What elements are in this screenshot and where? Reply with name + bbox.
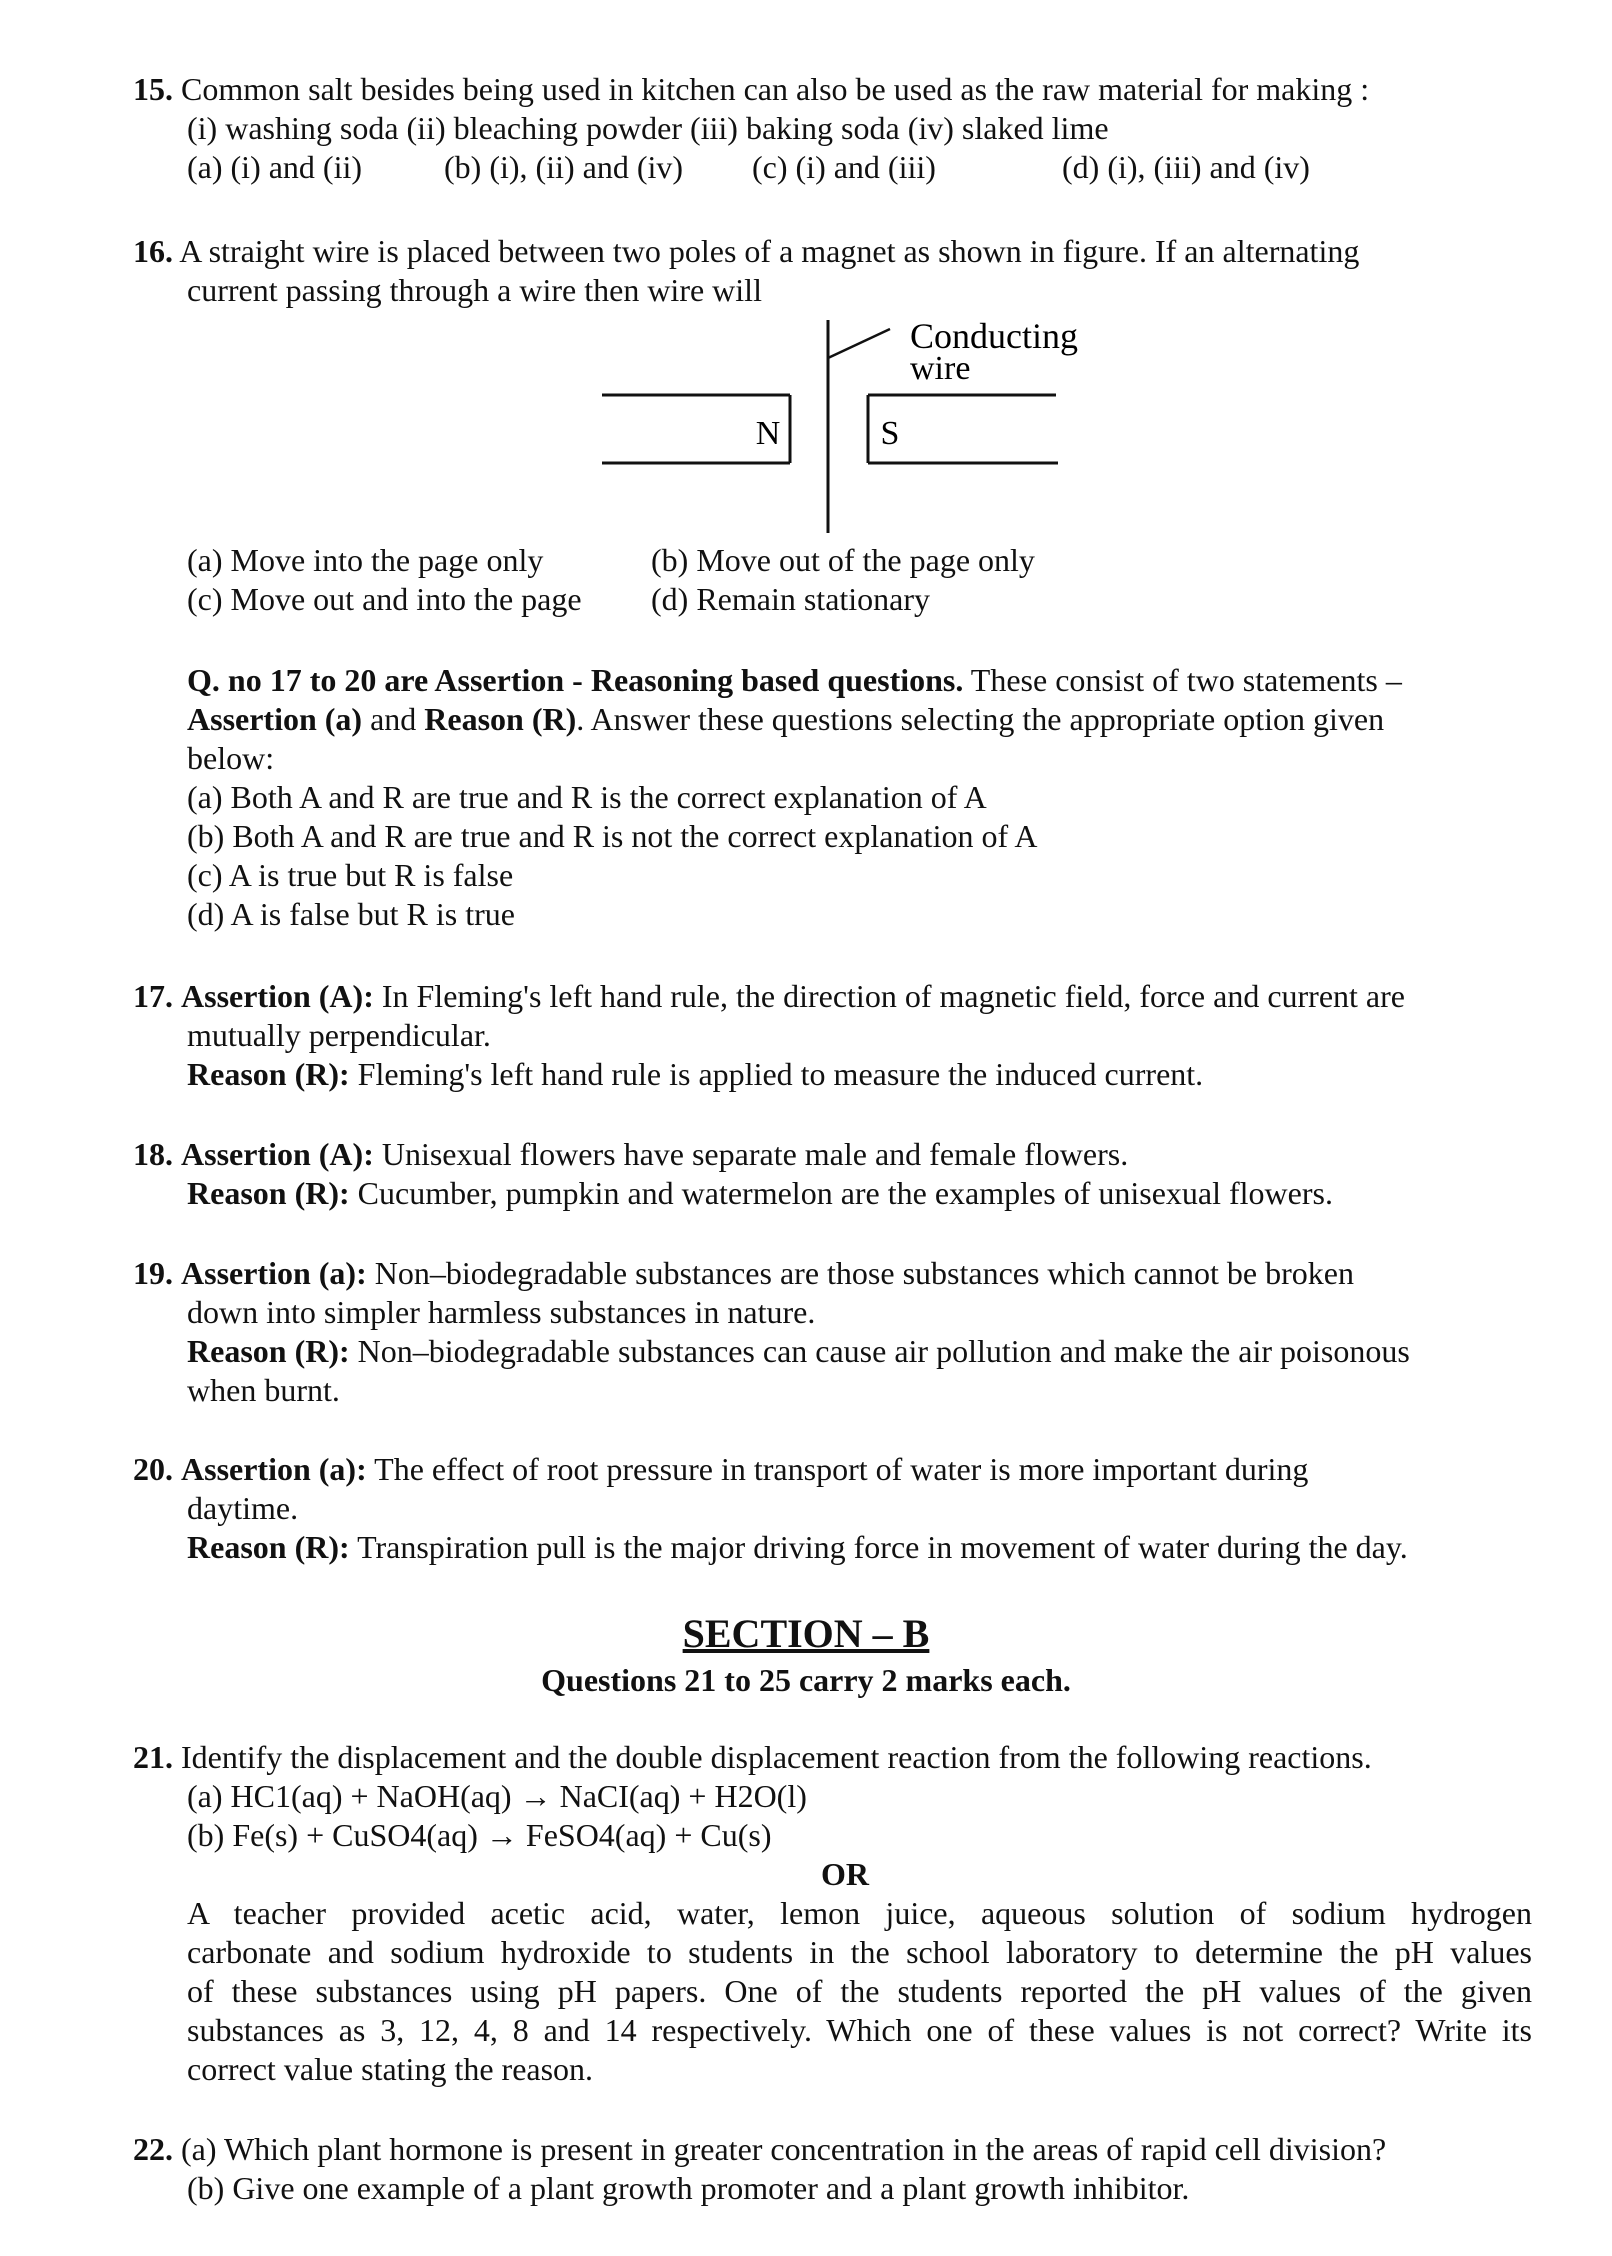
question-number: 18. xyxy=(133,1136,173,1172)
ar-option-c: (c) A is true but R is false xyxy=(187,857,514,893)
question-16-options xyxy=(133,541,1533,619)
reason-text: Fleming's left hand rule is applied to measure the induced current. xyxy=(349,1056,1204,1092)
assertion-text: The effect of root pressure in transport of water is more important during xyxy=(366,1451,1309,1487)
alt-line: A teacher provided acetic acid, water, lemon juice, aqueous solution of sodium hydrogen xyxy=(187,1895,1532,1931)
alt-line: correct value stating the reason. xyxy=(187,2051,594,2087)
reason-label: Reason (R): xyxy=(187,1056,350,1092)
option-row xyxy=(133,580,1533,619)
question-19 xyxy=(133,1254,1533,1410)
question-18 xyxy=(133,1135,1533,1213)
intro-text: . Answer these questions selecting the appropriate option given xyxy=(576,701,1385,737)
assertion-text: Non–biodegradable substances are those substances which cannot be broken xyxy=(366,1255,1354,1291)
question-22 xyxy=(133,2130,1533,2208)
magnet-figure xyxy=(590,315,1110,540)
section-subtitle: Questions 21 to 25 carry 2 marks each. xyxy=(541,1662,1071,1698)
ar-option-d: (d) A is false but R is true xyxy=(187,896,515,932)
label-pointer xyxy=(828,329,890,358)
option-row xyxy=(133,148,1533,187)
assertion-text: Unisexual flowers have separate male and female flowers. xyxy=(373,1136,1129,1172)
question-number: 22. xyxy=(133,2131,173,2167)
pole-s-label: S xyxy=(880,415,900,452)
question-text: Identify the displacement and the double displacement reaction from the following reactions. xyxy=(181,1739,1372,1775)
reaction-b: (b) Fe(s) + CuSO4(aq) → FeSO4(aq) + Cu(s) xyxy=(187,1817,772,1853)
alt-line: of these substances using pH papers. One of the students reported the pH values of the given xyxy=(187,1973,1532,2009)
question-17 xyxy=(133,977,1533,1094)
reason-text: Non–biodegradable substances can cause air pollution and make the air poisonous xyxy=(349,1333,1410,1369)
assertion-label: Assertion (a): xyxy=(181,1255,367,1291)
question-number: 19. xyxy=(133,1255,173,1291)
reason-label: Reason (R): xyxy=(187,1529,350,1565)
alt-line: substances as 3, 12, 4, 8 and 14 respectively. Which one of these values is not correct? Write its xyxy=(187,2012,1532,2048)
question-number: 20. xyxy=(133,1451,173,1487)
option-d: (d) Remain stationary xyxy=(651,581,931,617)
option-a: (a) (i) and (ii) xyxy=(187,149,363,185)
question-text: (a) Which plant hormone is present in greater concentration in the areas of rapid cell division? xyxy=(181,2131,1387,2167)
assertion-text: In Fleming's left hand rule, the direction of magnetic field, force and current are xyxy=(373,978,1405,1014)
section-title: SECTION – B xyxy=(682,1611,930,1656)
question-number: 15. xyxy=(133,71,173,107)
intro-text: below: xyxy=(187,740,275,776)
question-number: 21. xyxy=(133,1739,173,1775)
option-c: (c) Move out and into the page xyxy=(187,581,582,617)
question-text-b: (b) Give one example of a plant growth promoter and a plant growth inhibitor. xyxy=(187,2170,1190,2206)
assertion-label: Assertion (A): xyxy=(181,1136,374,1172)
assertion-label: Assertion (a): xyxy=(181,1451,367,1487)
pole-n-label: N xyxy=(755,415,781,452)
wire-label-line1: Conducting xyxy=(910,316,1078,356)
question-21 xyxy=(133,1738,1533,2089)
alternate-question xyxy=(133,1894,1532,2089)
ar-option-b: (b) Both A and R are true and R is not the correct explanation of A xyxy=(187,818,1038,854)
section-b-header xyxy=(0,1611,1612,1700)
question-items: (i) washing soda (ii) bleaching powder (iii) baking soda (iv) slaked lime xyxy=(187,110,1109,146)
assertion-text-continued: daytime. xyxy=(187,1490,299,1526)
option-a: (a) Move into the page only xyxy=(187,542,544,578)
question-20 xyxy=(133,1450,1533,1567)
intro-reason-term: Reason (R) xyxy=(424,701,577,737)
option-b: (b) (i), (ii) and (iv) xyxy=(444,149,684,185)
reason-text: Transpiration pull is the major driving force in movement of water during the day. xyxy=(349,1529,1408,1565)
reason-label: Reason (R): xyxy=(187,1333,350,1369)
assertion-text-continued: down into simpler harmless substances in nature. xyxy=(187,1294,816,1330)
assertion-label: Assertion (A): xyxy=(181,978,374,1014)
wire-label-line2: wire xyxy=(910,350,971,387)
assertion-reasoning-intro xyxy=(187,661,1507,934)
intro-assertion-term: Assertion (a) xyxy=(187,701,363,737)
question-15 xyxy=(133,70,1533,187)
reason-label: Reason (R): xyxy=(187,1175,350,1211)
reason-text-continued: when burnt. xyxy=(187,1372,340,1408)
reason-text: Cucumber, pumpkin and watermelon are the examples of unisexual flowers. xyxy=(349,1175,1333,1211)
option-row xyxy=(133,541,1533,580)
question-16 xyxy=(133,232,1533,310)
question-text-continued: current passing through a wire then wire will xyxy=(187,272,762,308)
reaction-a: (a) HC1(aq) + NaOH(aq) → NaCI(aq) + H2O(l) xyxy=(187,1778,807,1814)
question-text: A straight wire is placed between two poles of a magnet as shown in figure. If an alternating xyxy=(179,233,1360,269)
question-number: 17. xyxy=(133,978,173,1014)
assertion-text-continued: mutually perpendicular. xyxy=(187,1017,491,1053)
question-number: 16. xyxy=(133,233,173,269)
option-b: (b) Move out of the page only xyxy=(651,542,1035,578)
or-divider: OR xyxy=(821,1856,869,1892)
option-d: (d) (i), (iii) and (iv) xyxy=(1062,149,1310,185)
intro-text: These consist of two statements – xyxy=(963,662,1402,698)
option-c: (c) (i) and (iii) xyxy=(752,149,936,185)
intro-text: and xyxy=(362,701,425,737)
alt-line: carbonate and sodium hydroxide to students in the school laboratory to determine the pH values xyxy=(187,1934,1532,1970)
question-text: Common salt besides being used in kitchen can also be used as the raw material for making : xyxy=(181,71,1370,107)
intro-bold: Q. no 17 to 20 are Assertion - Reasoning based questions. xyxy=(187,662,964,698)
ar-option-a: (a) Both A and R are true and R is the correct explanation of A xyxy=(187,779,987,815)
